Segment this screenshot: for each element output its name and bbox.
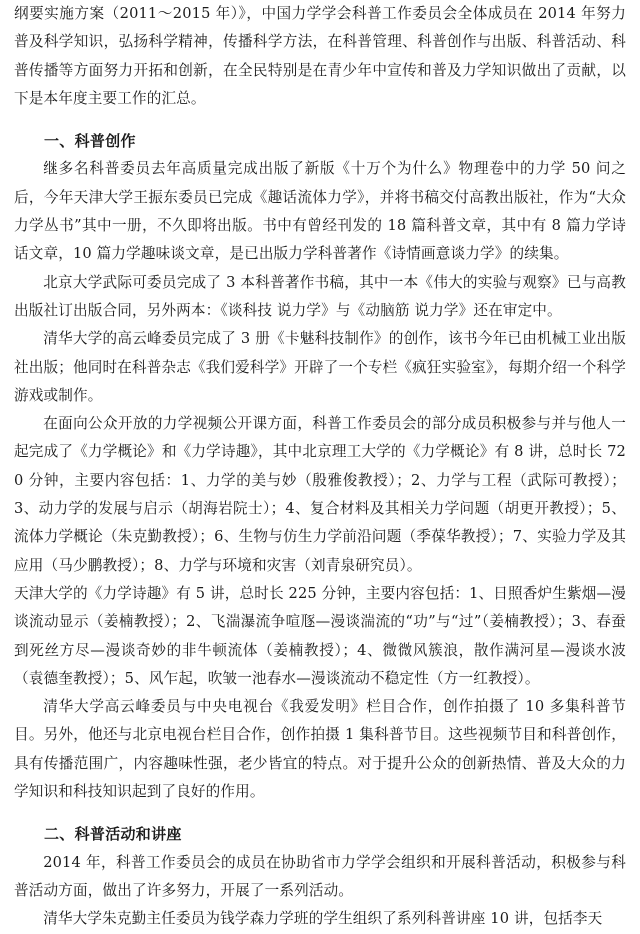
- paragraph-open-course-mechanics-intro: 在面向公众开放的力学视频公开课方面，科普工作委员会的部分成员积极参与并与他人一起完成了《力学概论》和《力学诗趣》，其中北京理工大学的《力学概论》有 8 讲，总时长 720 分钟，主要内容包括：1、力学的美与妙（殷雅俊教授）；2、力学与工程（武际可教授）；3、动力学的发展与启示（胡海岩院士）；4、复合材料及其相关力学问题（胡更开教授）；5、流体力学概论（朱克勤教授）；6、生物与仿生力学前沿问题（季葆华教授）；7、实验力学及其应用（马少鹏教授）；8、力学与环境和灾害（刘青泉研究员）。: [14, 415, 626, 574]
- paragraph-tv-programs: 清华大学高云峰委员与中央电视台《我爱发明》栏目合作，创作拍摄了 10 多集科普节目。另外，他还与北京电视台栏目合作，创作拍摄 1 集科普节目。这些视频节目和科普创作，具有传播范围广，内容趣味性强，老少皆宜的特点。对于提升公众的创新热情、普及大众的力学知识和科技知识起到了良好的作用。: [14, 698, 626, 801]
- intro-paragraph: 纲要实施方案（2011～2015 年）》，中国力学学会科普工作委员会全体成员在 2014 年努力普及科学知识，弘扬科学精神，传播科学方法，在科普管理、科普创作与出版、科普活动、科普传播等方面努力开拓和创新，在全民特别是在青少年中宣传和普及力学知识做出了贡献，以下是本年度主要工作的汇总。: [14, 5, 626, 107]
- section-heading-activities-lectures: 二、科普活动和讲座: [44, 825, 182, 844]
- paragraph-zhu-keqin-lectures: 清华大学朱克勤主任委员为钱学森力学班的学生组织了系列科普讲座 10 讲，包括李天: [43, 910, 603, 928]
- paragraph-wu-jike-manuscripts: 北京大学武际可委员完成了 3 本科普著作书稿，其中一本《伟大的实验与观察》已与高教出版社订出版合同，另外两本：《谈科技 说力学》与《动脑筋 说力学》还在审定中。: [14, 273, 626, 319]
- paragraph-wang-zhendong-book: 继多名科普委员去年高质量完成出版了新版《十万个为什么》物理卷中的力学 50 问之后，今年天津大学王振东委员已完成《趣话流体力学》，并将书稿交付高教出版社，作为“大众力学丛书”其中一册，不久即将出版。书中有曾经刊发的 18 篇科普文章，其中有 8 篇力学诗话文章，10 篇力学趣味谈文章，是已出版力学科普著作《诗情画意谈力学》的续集。: [14, 160, 626, 263]
- paragraph-open-course-poetry: 天津大学的《力学诗趣》有 5 讲，总时长 225 分钟，主要内容包括：1、日照香炉生紫烟—漫谈流动显示（姜楠教授）；2、飞湍瀑流争喧豗—漫谈湍流的“功”与“过”（姜楠教授）；3、春蚕到死丝方尽—漫谈奇妙的非牛顿流体（姜楠教授）；4、微微风簇浪，散作满河星—漫谈水波（袁德奎教授）；5、风乍起，吹皱一池春水—漫谈流动不稳定性（方一红教授）。: [14, 584, 626, 687]
- paragraph-gao-yunfeng-creation: 清华大学的高云峰委员完成了 3 册《卡魅科技制作》的创作，该书今年已由机械工业出版社出版；他同时在科普杂志《我们爱科学》开辟了一个专栏《疯狂实验室》，每期介绍一个科学游戏或制作。: [14, 330, 626, 404]
- paragraph-activities-2014: 2014 年，科普工作委员会的成员在协助省市力学学会组织和开展科普活动，积极参与科普活动方面，做出了许多努力，开展了一系列活动。: [14, 853, 626, 899]
- section-heading-popular-science-creation: 一、科普创作: [44, 132, 136, 151]
